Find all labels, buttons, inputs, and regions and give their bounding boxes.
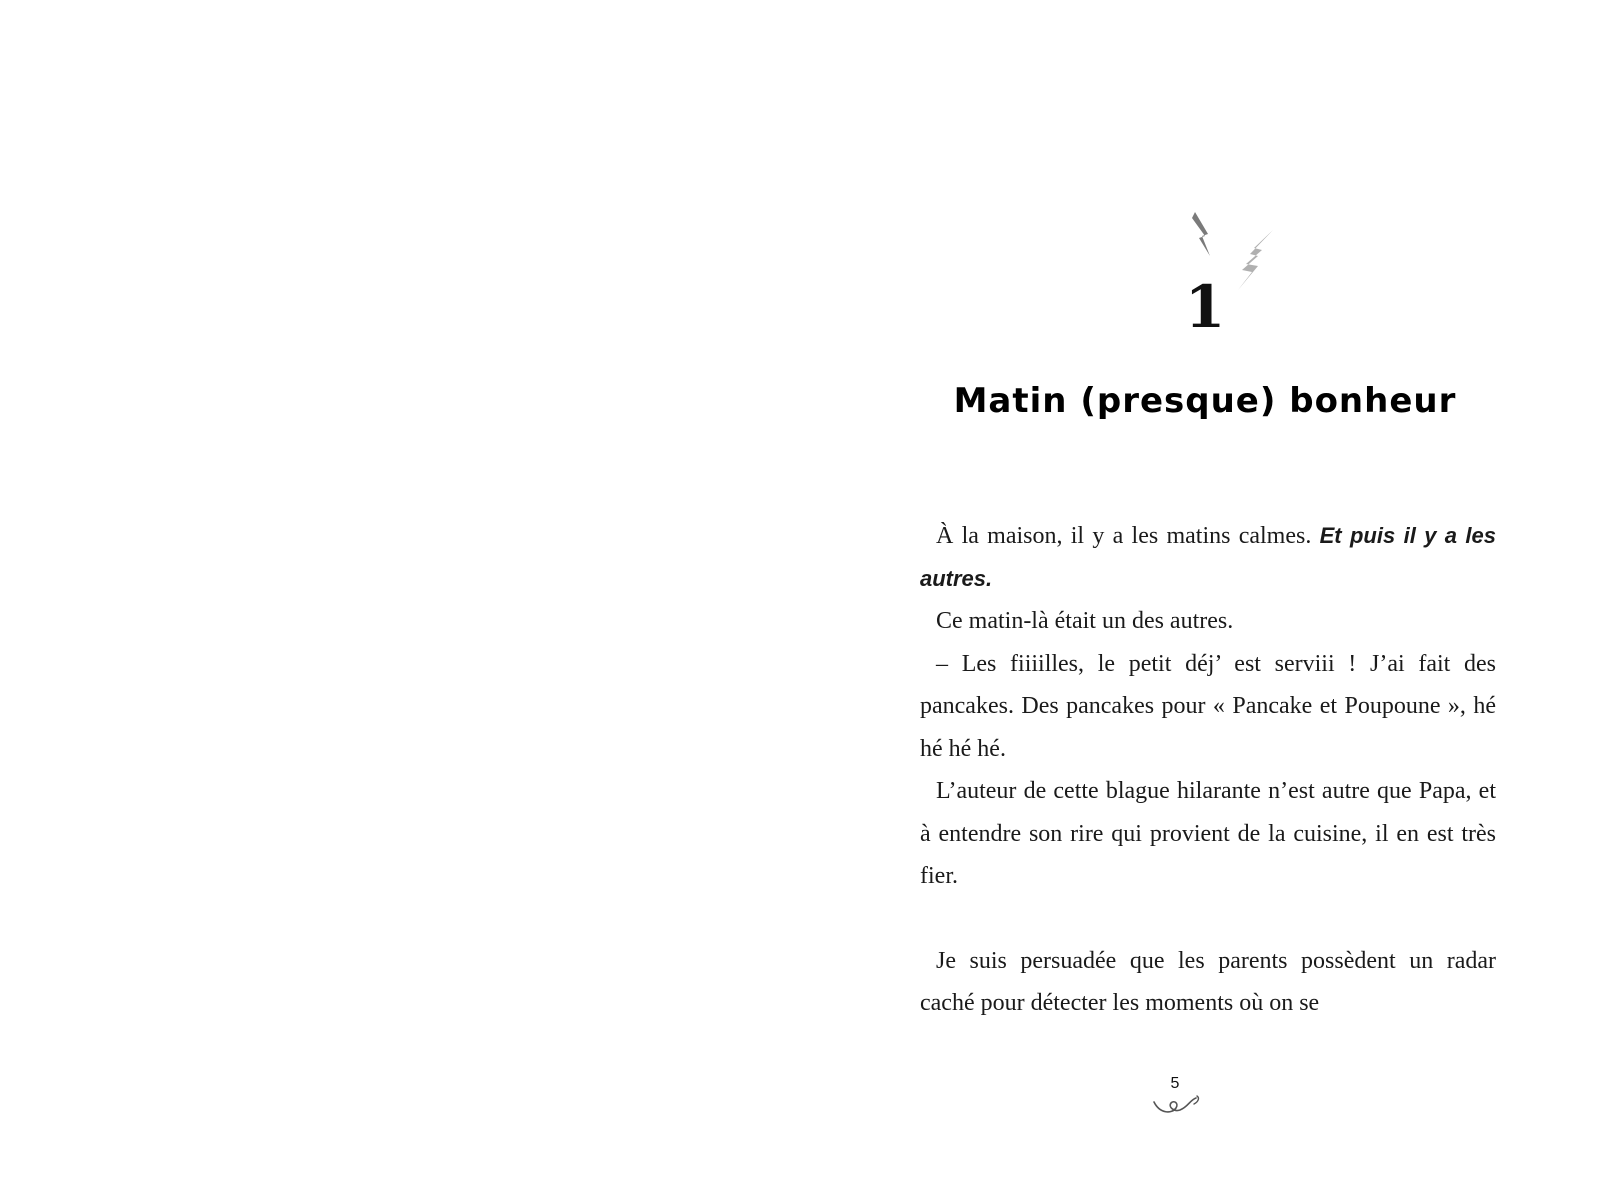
paragraph [920,515,1496,600]
swirl-ornament-icon [1150,1092,1202,1118]
chapter-body [920,515,1496,1025]
emphasis-text: Et puis il y a les autres. [920,523,1496,591]
paragraph: Ce matin-là était un des autres. [936,608,1234,634]
chapter-number: 1 [1184,273,1226,341]
paragraph: L’auteur de cette blague hilarante n’est autre que Papa, et à entendre son rire qui provient de la cuisine, il en est très fier. [920,778,1496,889]
dialogue-paragraph: – Les fiiiilles, le petit déj’ est serviii ! J’ai fait des pancakes. Des pancakes pour « Pancake et Poupoune », hé hé hé hé. [920,650,1496,762]
chapter-page [800,0,1600,1200]
lightning-bolt-dark-icon [1192,212,1210,256]
chapter-title: Matin (presque) bonheur [953,381,1457,421]
paragraph: Je suis persuadée que les parents possèdent un radar caché pour détecter les moments où on se [920,947,1496,1016]
page-number: 5 [1170,1075,1180,1092]
paragraph-text: À la maison, il y a les matins calmes. [936,523,1312,549]
